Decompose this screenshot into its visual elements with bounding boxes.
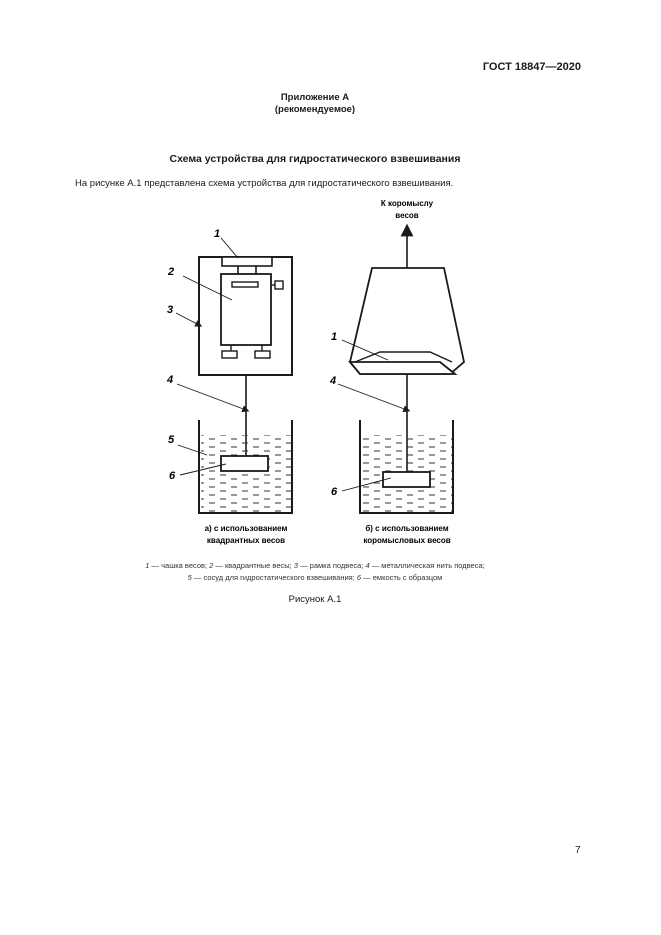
legend-text: — сосуд для гидростатического взвешивания; [191,573,357,582]
section-heading: Схема устройства для гидростатического взвешивания [169,153,461,165]
legend-num: 2 [209,561,214,570]
appendix-label: Приложение А [280,92,350,103]
label-2-left: 2 [168,266,175,278]
label-3-left: 3 [167,304,174,316]
caption-b-line1: б) с использованием [365,524,449,533]
legend-num: 5 [187,573,192,582]
intro-paragraph: На рисунке А.1 представлена схема устройства для гидростатического взвешивания. [75,178,454,189]
bell-hanger [350,268,464,374]
arrow-label-line2: весов [395,211,419,220]
arrow-label-line1: К коромыслу [380,199,434,208]
caption-b-line2: коромысловых весов [363,536,451,545]
caption-a-line2: квадрантных весов [206,536,286,545]
label-1-right: 1 [331,331,338,343]
figure-caption: Рисунок А.1 [288,594,342,605]
quadrant-scale-body [221,274,271,345]
label-4-right: 4 [330,375,337,387]
page-number: 7 [575,845,581,856]
legend-num: 1 [145,561,150,570]
appendix-status: (рекомендуемое) [274,104,356,115]
legend-text: — металлическая нить подвеса; [369,561,485,570]
label-5-left: 5 [168,434,175,446]
figure-legend [0,560,630,584]
legend-text: — рамка подвеса; [297,561,366,570]
legend-line-1 [0,560,630,572]
legend-text: — квадрантные весы; [213,561,294,570]
label-4-left: 4 [167,374,174,386]
caption-a-line1: а) с использованием [204,524,288,533]
scale-pan-right [350,362,455,374]
legend-num: 4 [365,561,370,570]
label-6-left: 6 [169,470,176,482]
quadrant-scale-assembly [166,228,292,545]
legend-text: — емкость с образцом [361,573,443,582]
legend-text: — чашка весов; [149,561,210,570]
sample-container-right [383,472,430,487]
legend-num: 3 [293,561,298,570]
beam-scale-assembly [329,199,464,545]
scale-pan [222,257,272,266]
label-1-left: 1 [214,228,221,240]
legend-line-2 [0,572,630,584]
document-code: ГОСТ 18847—2020 [482,61,581,73]
legend-num: 6 [356,573,362,582]
label-6-right: 6 [331,486,338,498]
liquid-left [201,435,292,512]
sample-container-left [221,456,268,471]
